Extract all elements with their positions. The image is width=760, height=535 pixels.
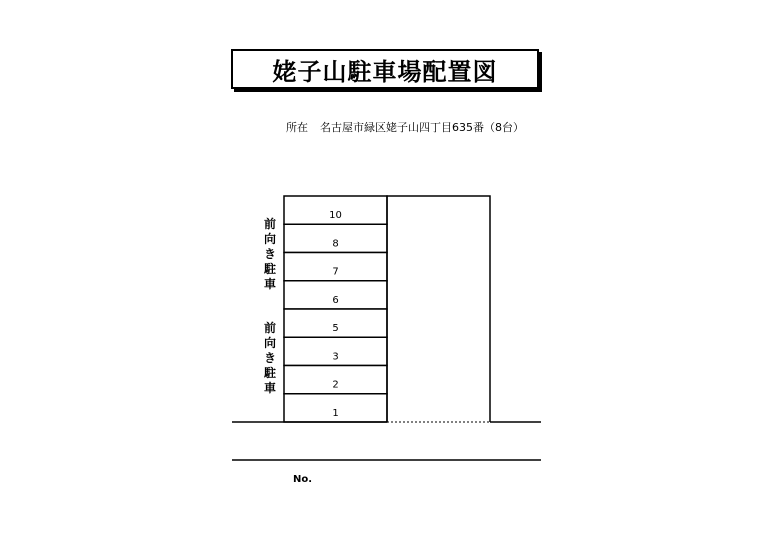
side-label-char: 前	[263, 321, 276, 335]
no-label: No.	[293, 474, 313, 485]
building-outline	[387, 196, 490, 422]
parking-space-number: 1	[332, 407, 339, 419]
page-title: 姥子山駐車場配置図	[272, 57, 498, 86]
parking-space-number: 5	[332, 323, 339, 335]
side-label-char: き	[263, 247, 276, 261]
side-label-char: 車	[263, 277, 276, 291]
side-label-char: き	[263, 351, 276, 365]
parking-space-number: 10	[329, 210, 342, 222]
side-label-char: 前	[263, 217, 276, 231]
address-label: 所在	[286, 121, 308, 134]
parking-spaces	[284, 196, 387, 422]
parking-space-number: 3	[332, 351, 339, 363]
address-text: 名古屋市緑区姥子山四丁目635番（8台）	[320, 121, 524, 134]
side-label-char: 向	[263, 336, 276, 350]
side-label-char: 駐	[263, 366, 276, 380]
parking-space-number: 6	[332, 294, 339, 306]
parking-space-number: 7	[332, 266, 339, 278]
parking-space-number: 2	[332, 379, 339, 391]
side-label-char: 車	[263, 381, 276, 395]
side-label-char: 向	[263, 232, 276, 246]
parking-space-number: 8	[332, 238, 339, 250]
side-label-char: 駐	[263, 262, 276, 276]
